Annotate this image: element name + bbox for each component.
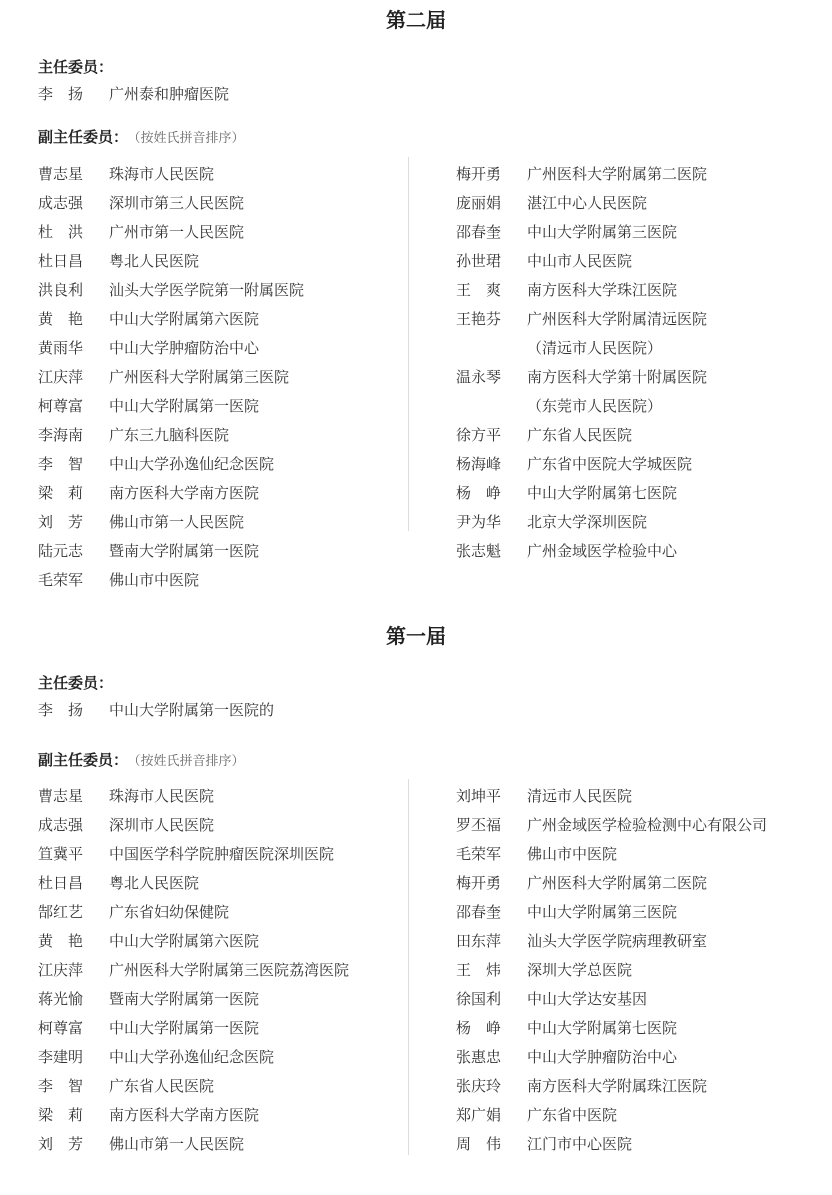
session1-title: 第一届 bbox=[386, 624, 446, 648]
member-row bbox=[456, 1018, 767, 1047]
member-name: 成志强 bbox=[38, 816, 84, 834]
member-name: 刘坤平 bbox=[456, 787, 502, 805]
member-name: 黄 艳 bbox=[38, 310, 84, 328]
vice-label-text: 副主任委员： bbox=[38, 751, 129, 769]
member-row bbox=[38, 425, 304, 454]
member-row bbox=[456, 1047, 767, 1076]
member-row bbox=[456, 454, 707, 483]
member-row bbox=[38, 1047, 349, 1076]
member-hospital: 中山大学肿瘤防治中心 bbox=[109, 339, 260, 357]
member-name: 张志魁 bbox=[456, 542, 502, 560]
member-row bbox=[38, 222, 304, 251]
member-name: 张庆玲 bbox=[456, 1077, 502, 1095]
member-hospital: 南方医科大学珠江医院 bbox=[527, 281, 678, 299]
member-row bbox=[456, 280, 707, 309]
member-hospital: 珠海市人民医院 bbox=[109, 165, 215, 183]
member-name: 陆元志 bbox=[38, 542, 84, 560]
member-name: 曹志星 bbox=[38, 787, 84, 805]
member-hospital: 深圳市第三人民医院 bbox=[109, 194, 245, 212]
member-name: 毛荣军 bbox=[38, 571, 84, 589]
member-row bbox=[38, 1076, 349, 1105]
member-row bbox=[38, 454, 304, 483]
session1-right-list bbox=[456, 786, 767, 1163]
member-row bbox=[456, 844, 767, 873]
member-hospital: 粤北人民医院 bbox=[109, 252, 200, 270]
member-row bbox=[456, 483, 707, 512]
member-row bbox=[456, 786, 767, 815]
member-row bbox=[38, 902, 349, 931]
member-hospital: 中山大学附属第三医院 bbox=[527, 223, 678, 241]
member-hospital: 中山大学附属第七医院 bbox=[527, 1019, 678, 1037]
session2-right-list bbox=[456, 164, 707, 570]
member-row bbox=[38, 512, 304, 541]
member-name: 梁 莉 bbox=[38, 1106, 84, 1124]
member-name: 黄 艳 bbox=[38, 932, 84, 950]
member-name: 王 爽 bbox=[456, 281, 502, 299]
member-hospital: 粤北人民医院 bbox=[109, 874, 200, 892]
session2-title: 第二届 bbox=[386, 8, 446, 32]
member-name: 杨 峥 bbox=[456, 484, 502, 502]
chair-hospital: 中山大学附属第一医院的 bbox=[109, 701, 275, 719]
member-hospital: 广东省妇幼保健院 bbox=[109, 903, 230, 921]
member-row bbox=[38, 815, 349, 844]
member-name: 王艳芬 bbox=[456, 310, 502, 328]
member-name: 笪冀平 bbox=[38, 845, 84, 863]
member-name: 张惠忠 bbox=[456, 1048, 502, 1066]
member-row bbox=[38, 1018, 349, 1047]
member-name: 尹为华 bbox=[456, 513, 502, 531]
member-row bbox=[456, 960, 767, 989]
member-name: 蒋光愉 bbox=[38, 990, 84, 1008]
member-hospital: 广东三九脑科医院 bbox=[109, 426, 230, 444]
member-hospital: 广州医科大学附属第二医院 bbox=[527, 874, 708, 892]
member-name: 杜日昌 bbox=[38, 252, 84, 270]
member-row bbox=[456, 1105, 767, 1134]
member-hospital: 广东省中医院 bbox=[527, 1106, 618, 1124]
member-hospital: 佛山市中医院 bbox=[109, 571, 200, 589]
member-row bbox=[38, 989, 349, 1018]
member-row bbox=[456, 815, 767, 844]
member-row bbox=[38, 541, 304, 570]
member-row bbox=[456, 873, 767, 902]
member-hospital: 广州金域医学检验检测中心有限公司 bbox=[527, 816, 768, 834]
member-name: 柯尊富 bbox=[38, 1019, 84, 1037]
member-row bbox=[456, 931, 767, 960]
session1-vice-label bbox=[38, 750, 245, 772]
member-hospital-alias: （东莞市人民医院） bbox=[527, 397, 663, 415]
member-name: 杜 洪 bbox=[38, 223, 84, 241]
member-hospital: 广州医科大学附属第三医院荔湾医院 bbox=[109, 961, 350, 979]
member-hospital: 广州市第一人民医院 bbox=[109, 223, 245, 241]
member-hospital: 中山大学附属第七医院 bbox=[527, 484, 678, 502]
member-row bbox=[38, 960, 349, 989]
member-name: 曹志星 bbox=[38, 165, 84, 183]
member-name: 梅开勇 bbox=[456, 874, 502, 892]
member-hospital: 暨南大学附属第一医院 bbox=[109, 990, 260, 1008]
member-name: 刘 芳 bbox=[38, 1135, 84, 1153]
member-hospital: 中国医学科学院肿瘤医院深圳医院 bbox=[109, 845, 335, 863]
member-hospital: 广东省人民医院 bbox=[527, 426, 633, 444]
member-row bbox=[456, 989, 767, 1018]
member-row bbox=[38, 483, 304, 512]
member-row bbox=[38, 873, 349, 902]
member-name: 李建明 bbox=[38, 1048, 84, 1066]
member-name: 刘 芳 bbox=[38, 513, 84, 531]
member-hospital: 佛山市第一人民医院 bbox=[109, 1135, 245, 1153]
member-name: 杨海峰 bbox=[456, 455, 502, 473]
member-row bbox=[38, 251, 304, 280]
member-name: 温永琴 bbox=[456, 368, 502, 386]
member-hospital: 湛江中心人民医院 bbox=[527, 194, 648, 212]
member-hospital: 广州医科大学附属第三医院 bbox=[109, 368, 290, 386]
member-name: 徐方平 bbox=[456, 426, 502, 444]
member-name: 郑广娟 bbox=[456, 1106, 502, 1124]
member-hospital: 珠海市人民医院 bbox=[109, 787, 215, 805]
member-name: 洪良利 bbox=[38, 281, 84, 299]
vice-sort-note: （按姓氏拼音排序） bbox=[134, 131, 245, 146]
member-row bbox=[456, 309, 707, 338]
member-row bbox=[456, 251, 707, 280]
member-hospital: 汕头大学医学院病理教研室 bbox=[527, 932, 708, 950]
member-name: 郜红艺 bbox=[38, 903, 84, 921]
member-hospital: 佛山市中医院 bbox=[527, 845, 618, 863]
member-hospital: 中山大学孙逸仙纪念医院 bbox=[109, 1048, 275, 1066]
member-hospital: 中山大学达安基因 bbox=[527, 990, 648, 1008]
member-hospital: 南方医科大学南方医院 bbox=[109, 1106, 260, 1124]
member-row bbox=[38, 396, 304, 425]
member-row bbox=[38, 338, 304, 367]
member-hospital: 深圳市人民医院 bbox=[109, 816, 215, 834]
member-name: 李 智 bbox=[38, 455, 84, 473]
member-hospital: 南方医科大学南方医院 bbox=[109, 484, 260, 502]
member-row bbox=[456, 164, 707, 193]
member-row bbox=[38, 1134, 349, 1163]
member-row bbox=[38, 931, 349, 960]
member-row bbox=[38, 570, 304, 599]
member-row bbox=[456, 193, 707, 222]
member-hospital: 广州医科大学附属清远医院 bbox=[527, 310, 708, 328]
member-name: 江庆萍 bbox=[38, 368, 84, 386]
column-divider bbox=[408, 779, 409, 1155]
member-row bbox=[38, 367, 304, 396]
member-row bbox=[456, 902, 767, 931]
member-row bbox=[38, 844, 349, 873]
member-row bbox=[456, 222, 707, 251]
member-name: 杨 峥 bbox=[456, 1019, 502, 1037]
session2-vice-label bbox=[38, 127, 245, 149]
member-row bbox=[38, 280, 304, 309]
chair-name: 李 扬 bbox=[38, 85, 84, 103]
member-hospital: 清远市人民医院 bbox=[527, 787, 633, 805]
member-name: 李 智 bbox=[38, 1077, 84, 1095]
member-name: 罗丕福 bbox=[456, 816, 502, 834]
member-row bbox=[38, 193, 304, 222]
member-name: 江庆萍 bbox=[38, 961, 84, 979]
member-name: 梅开勇 bbox=[456, 165, 502, 183]
vice-label-text: 副主任委员： bbox=[38, 128, 129, 146]
member-name: 梁 莉 bbox=[38, 484, 84, 502]
member-row bbox=[38, 786, 349, 815]
member-hospital-alias: （清远市人民医院） bbox=[527, 339, 663, 357]
member-name: 周 伟 bbox=[456, 1135, 502, 1153]
member-hospital: 江门市中心医院 bbox=[527, 1135, 633, 1153]
member-name: 邵春奎 bbox=[456, 903, 502, 921]
member-name: 邵春奎 bbox=[456, 223, 502, 241]
member-name: 庞丽娟 bbox=[456, 194, 502, 212]
member-hospital: 南方医科大学第十附属医院 bbox=[527, 368, 708, 386]
member-hospital: 广东省中医院大学城医院 bbox=[527, 455, 693, 473]
member-name: 成志强 bbox=[38, 194, 84, 212]
column-divider bbox=[408, 157, 409, 531]
session1-chair-label: 主任委员： bbox=[38, 674, 114, 692]
member-name: 徐国利 bbox=[456, 990, 502, 1008]
member-name: 田东萍 bbox=[456, 932, 502, 950]
member-row bbox=[456, 1076, 767, 1105]
vice-sort-note: （按姓氏拼音排序） bbox=[134, 754, 245, 769]
member-row bbox=[38, 164, 304, 193]
member-hospital: 中山大学附属第一医院 bbox=[109, 1019, 260, 1037]
member-hospital: 中山大学附属第三医院 bbox=[527, 903, 678, 921]
member-hospital: 中山大学附属第六医院 bbox=[109, 932, 260, 950]
member-name: 孙世珺 bbox=[456, 252, 502, 270]
session1-chair bbox=[38, 700, 274, 720]
member-row bbox=[456, 541, 707, 570]
member-name: 黄雨华 bbox=[38, 339, 84, 357]
member-row bbox=[38, 1105, 349, 1134]
member-row bbox=[456, 425, 707, 454]
member-hospital: 中山大学孙逸仙纪念医院 bbox=[109, 455, 275, 473]
member-hospital: 中山大学肿瘤防治中心 bbox=[527, 1048, 678, 1066]
member-row bbox=[456, 512, 707, 541]
member-hospital: 暨南大学附属第一医院 bbox=[109, 542, 260, 560]
member-hospital: 佛山市第一人民医院 bbox=[109, 513, 245, 531]
member-hospital: 南方医科大学附属珠江医院 bbox=[527, 1077, 708, 1095]
member-name: 柯尊富 bbox=[38, 397, 84, 415]
member-row bbox=[456, 367, 707, 396]
session2-chair bbox=[38, 84, 229, 104]
member-hospital: 中山大学附属第一医院 bbox=[109, 397, 260, 415]
member-hospital: 深圳大学总医院 bbox=[527, 961, 633, 979]
chair-hospital: 广州泰和肿瘤医院 bbox=[109, 85, 230, 103]
member-row bbox=[38, 309, 304, 338]
member-name: 杜日昌 bbox=[38, 874, 84, 892]
member-hospital: 中山大学附属第六医院 bbox=[109, 310, 260, 328]
member-name: 王 炜 bbox=[456, 961, 502, 979]
session2-chair-label: 主任委员： bbox=[38, 58, 114, 76]
member-hospital: 中山市人民医院 bbox=[527, 252, 633, 270]
member-row bbox=[456, 1134, 767, 1163]
member-hospital: 北京大学深圳医院 bbox=[527, 513, 648, 531]
session2-left-list bbox=[38, 164, 304, 599]
chair-name: 李 扬 bbox=[38, 701, 84, 719]
member-hospital: 广东省人民医院 bbox=[109, 1077, 215, 1095]
member-name: 李海南 bbox=[38, 426, 84, 444]
member-name: 毛荣军 bbox=[456, 845, 502, 863]
member-hospital: 汕头大学医学院第一附属医院 bbox=[109, 281, 305, 299]
member-hospital: 广州医科大学附属第二医院 bbox=[527, 165, 708, 183]
member-hospital: 广州金域医学检验中心 bbox=[527, 542, 678, 560]
session1-left-list bbox=[38, 786, 349, 1163]
